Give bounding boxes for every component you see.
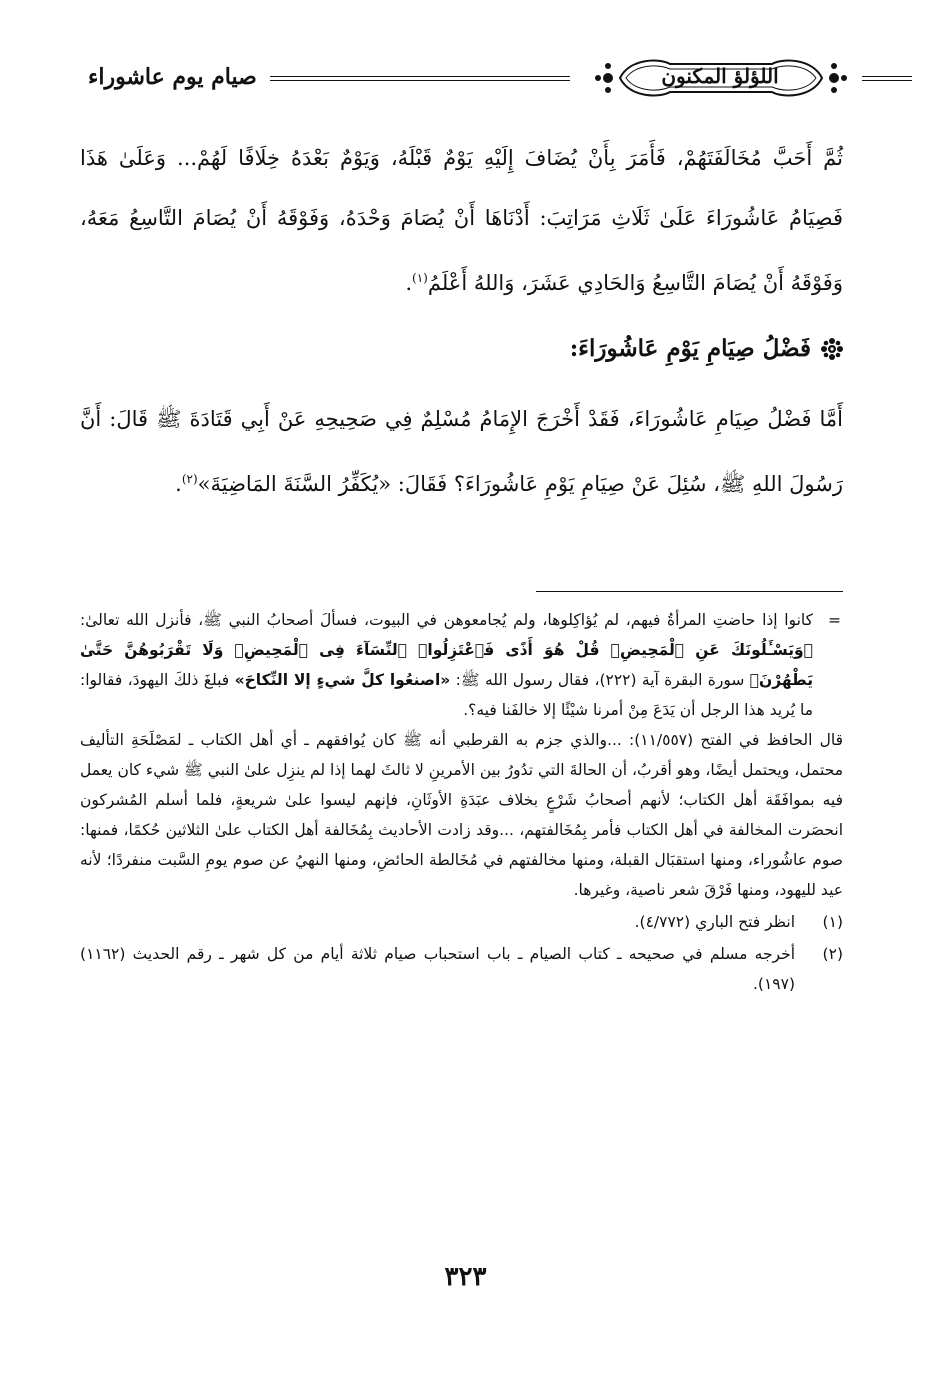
hadith-quote: «اصنعُوا كلَّ شيءٍ إلا النِّكاحَ» <box>234 671 451 689</box>
footnotes <box>80 605 843 999</box>
paragraph-2-text: أَمَّا فَضْلُ صِيَامِ عَاشُورَاءَ، فَقَدْ أَخْرَجَ الإِمَامُ مُسْلِمٌ فِي صَحِيحِهِ عَنْ أَبِي قَتَادَةَ ﷺ قَالَ: أَنَّ رَسُولَ اللهِ ﷺ، سُئِلَ عَنْ صِيَامِ يَوْمِ عَاشُورَاءَ؟ فَقَالَ: «يُكَفِّرُ السَّنَةَ المَاضِيَةَ» <box>80 407 843 496</box>
footnote-ref-1: (١) <box>412 271 428 285</box>
continuation-text-a: كانوا إذا حاضتِ المرأةُ فيهم، لم يُؤاكِلوها، ولم يُجامعوهن في البيوت، فسألَ أصحابُ النبي ﷺ، فأنزل الله تعالىٰ: <box>80 611 813 629</box>
chapter-title: صيام يوم عاشوراء <box>88 64 257 90</box>
footnote-item-2 <box>80 939 843 999</box>
footnote-item-1 <box>80 907 843 937</box>
continuation-text-c: فبلغَ ذلكَ اليهودَ، فقالوا: ما يُريد هذا الرجل أن يَدَعَ مِنْ أمرنا شيْئًا إلا خالفَنا فيه؟. <box>80 671 813 719</box>
page-header <box>70 44 861 112</box>
paragraph-1-end: . <box>405 271 413 295</box>
section-heading <box>80 321 843 377</box>
main-text <box>80 128 843 514</box>
paragraph-2 <box>80 389 843 514</box>
footnote-text: انظر فتح الباري (٤/٧٧٢). <box>634 913 795 931</box>
footnote-number: (٢) <box>822 945 843 963</box>
header-rule-right <box>862 76 912 81</box>
paragraph-2-end: . <box>175 472 182 496</box>
footnote-ref-2: (٢) <box>181 472 198 486</box>
footnote-separator <box>536 591 843 592</box>
continuation-text-b: سورة البقرة آية (٢٢٢)، فقال رسول الله ﷺ: <box>450 671 750 689</box>
page-number: ٣٢٣ <box>444 1262 487 1292</box>
flower-ornament-icon <box>821 338 843 360</box>
quran-verse: ﴿وَيَسْـَٔلُونَكَ عَنِ ٱلْمَحِيضِۖ قُلْ هُوَ أَذًى فَٱعْتَزِلُوا۟ ٱلنِّسَآءَ فِى ٱلْمَحِيضِۖ وَلَا تَقْرَبُوهُنَّ حَتَّىٰ يَطْهُرْنَ﴾ <box>80 641 814 689</box>
footnote-number: (١) <box>822 913 843 931</box>
footnote-commentary: قال الحافظ في الفتح (١١/٥٥٧): ...والذي جزم به القرطبي أنه ﷺ كان يُوافقهم ـ أي أهل الكتاب ـ لمَصْلَحَةِ التأليف محتمل، ويحتمل أيضًا، وهو أقربُ، أن الحالةَ التي تدُورُ بين الأمرينِ لا ثالثَ لهما إذا لم ينزِل علىٰ النبي ﷺ شيء كان يعمل فيه بموافَقَة أهل الكتاب؛ لأنهم أصحابُ شَرْعٍ بخلاف عبَدَةِ الأوثَانِ، فإنهم ليسوا علىٰ شريعةٍ، فلما أسلم المُشركون انحصَرت المخالفة في أهل الكتاب فأمر بِمُخَالفتهم، ...وقد زادت الأحاديث بِمُخَالفة أهل الكتاب علىٰ الثلاثين حُكمًا، فمنها: صوم عاشُوراء، ومنها استقبَال القبلة، ومنها مخالفتهم في مُخَالطة الحائضِ، ومنها النهيُ عن صوم يومِ السَّبت منفردًا؛ لأنه عيد لليهود، ومنها فَرْقَ شعر ناصية، وغيرها. <box>80 731 843 899</box>
footnote-text: أخرجه مسلم في صحيحه ـ كتاب الصيام ـ باب استحباب صيام ثلاثة أيام من كل شهر ـ رقم الحديث (١١٦٢) (١٩٧). <box>80 945 795 993</box>
footnote-continuation <box>80 605 843 725</box>
paragraph-1 <box>80 128 843 313</box>
section-heading-text: فَضْلُ صِيَامِ يَوْمِ عَاشُورَاءَ: <box>569 335 811 362</box>
header-rule-left <box>270 76 570 81</box>
book-title: اللؤلؤ المكنون <box>661 64 779 88</box>
continuation-mark: = <box>828 611 841 629</box>
paragraph-1-text: ثُمَّ أَحَبَّ مُخَالَفَتَهُمْ، فَأَمَرَ بِأَنْ يُضَافَ إِلَيْهِ يَوْمٌ قَبْلَهُ، وَيَوْمٌ بَعْدَهُ خِلَافًا لَهُمْ... وَعَلَىٰ هَذَا فَصِيَامُ عَاشُورَاءَ عَلَىٰ ثَلَاثِ مَرَاتِبَ: أَدْنَاهَا أَنْ يُصَامَ وَحْدَهُ، وَفَوْقَهُ أَنْ يُصَامَ التَّاسِعُ مَعَهُ، وَفَوْقَهُ أَنْ يُصَامَ التَّاسِعُ وَالحَادِي عَشَرَ، وَاللهُ أَعْلَمُ <box>80 146 843 295</box>
